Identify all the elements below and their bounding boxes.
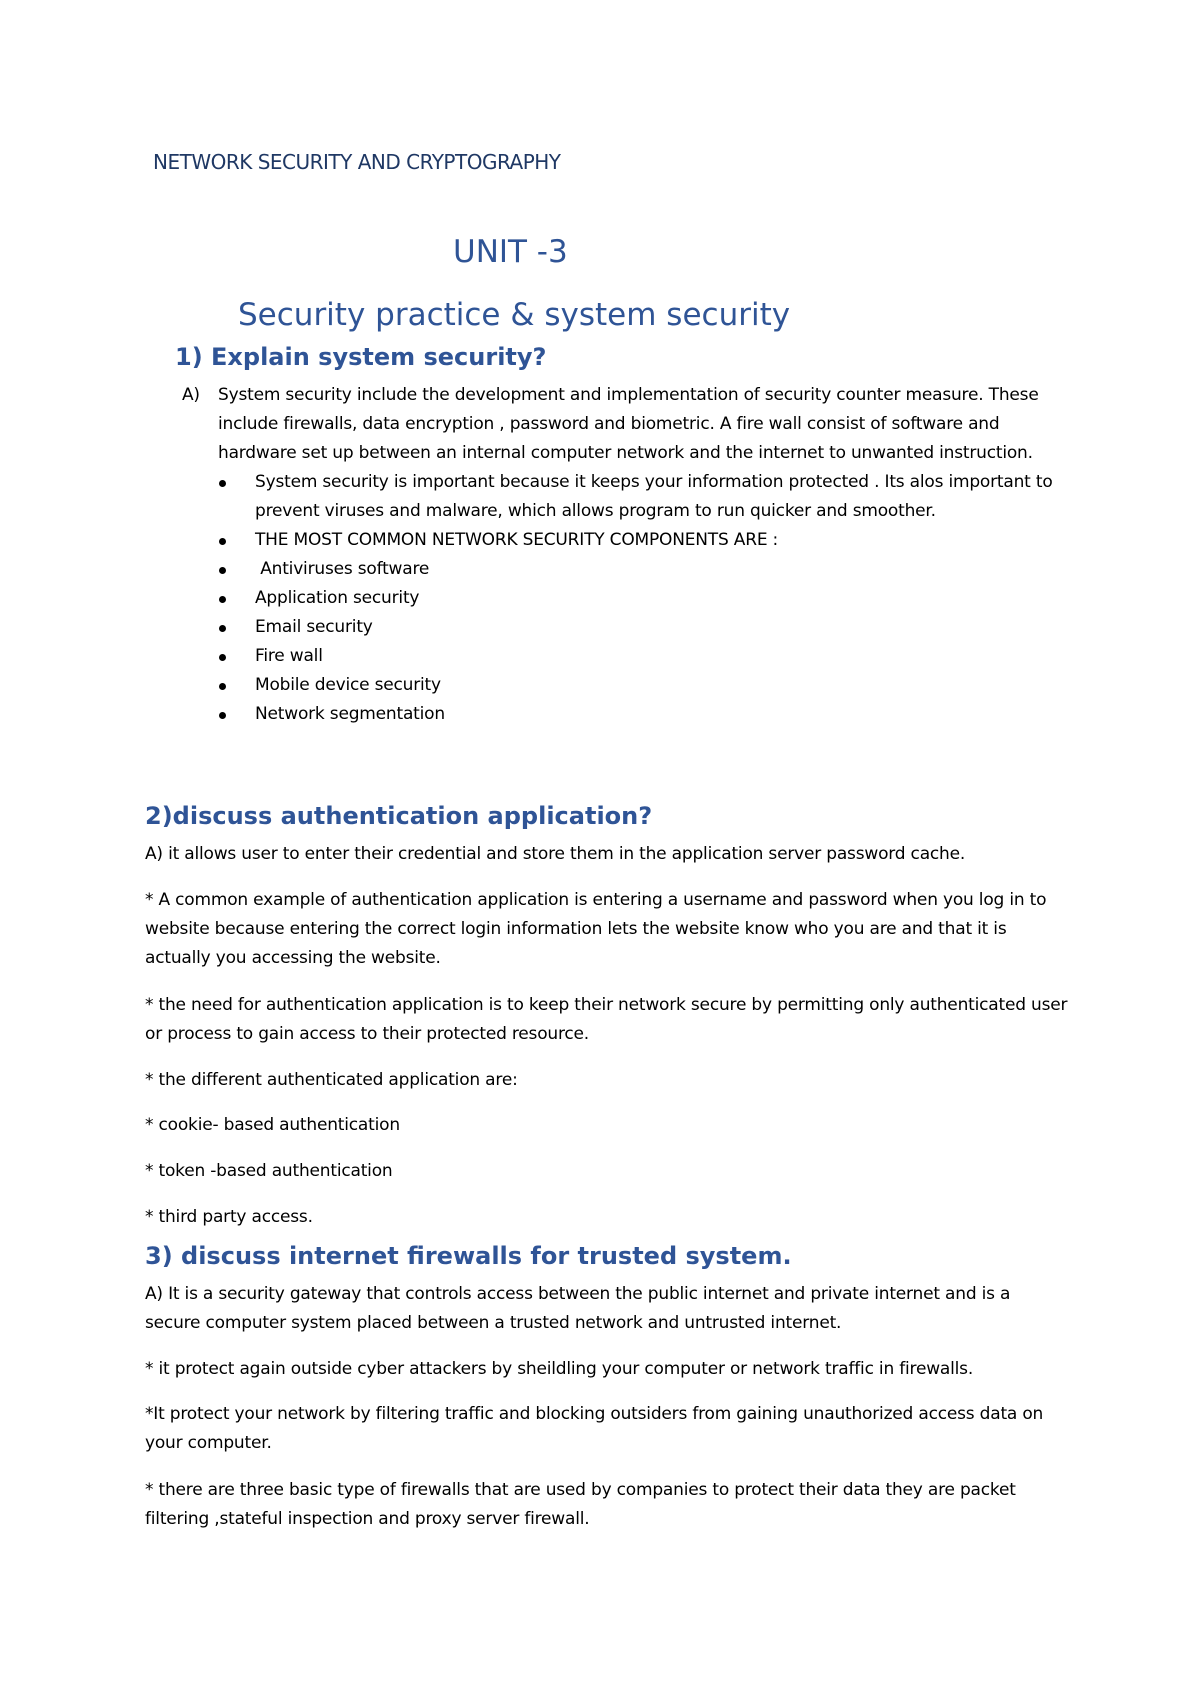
list-item: Network segmentation [218,700,1082,729]
question-1-heading: 1) Explain system security? [175,343,547,371]
answer-label: A) [182,385,200,405]
list-item: Mobile device security [218,671,1082,700]
question-1-answer [182,381,1082,729]
paragraph: *It protect your network by filtering traffic and blocking outsiders from gaining unauthorized access data on your computer. [145,1404,1044,1453]
bullet-list [218,468,1082,729]
question-3-heading: 3) discuss internet firewalls for trusted system. [145,1242,792,1270]
list-item: Fire wall [218,642,1082,671]
paragraph: A) It is a security gateway that controls access between the public internet and private internet and is a secure computer system placed between a trusted network and untrusted internet. [145,1284,1011,1333]
document-title: NETWORK SECURITY AND CRYPTOGRAPHY [153,150,561,174]
list-item: Application security [218,584,1082,613]
list-item: Antiviruses software [218,555,1082,584]
paragraph: * it protect again outside cyber attackers by sheildling your computer or network traffic in firewalls. [145,1359,974,1379]
unit-heading: UNIT -3 [453,234,568,270]
paragraph: * the need for authentication application is to keep their network secure by permitting only authenticated user or process to gain access to their protected resource. [145,995,1068,1044]
paragraph: A) it allows user to enter their credential and store them in the application server password cache. [145,844,966,864]
paragraph: * token -based authentication [145,1161,393,1181]
list-item: THE MOST COMMON NETWORK SECURITY COMPONENTS ARE : [218,526,1082,555]
paragraph: * third party access. [145,1207,313,1227]
question-2-heading: 2)discuss authentication application? [145,802,653,830]
list-item: Email security [218,613,1082,642]
paragraph: * A common example of authentication application is entering a username and password when you log in to website because entering the correct login information lets the website know who you are and that it is actually you accessing the website. [145,890,1047,968]
paragraph: * there are three basic type of firewalls that are used by companies to protect their data they are packet filtering ,stateful inspection and proxy server firewall. [145,1480,1016,1529]
paragraph: * the different authenticated application are: [145,1070,518,1090]
answer-text: System security include the development and implementation of security counter measure. These include firewalls, data encryption , password and biometric. A fire wall consist of software and hardware set up between an internal computer network and the internet to unwanted instruction. [218,385,1039,463]
list-item: System security is important because it keeps your information protected . Its alos important to prevent viruses and malware, which allows program to run quicker and smoother. [218,468,1082,526]
paragraph: * cookie- based authentication [145,1115,400,1135]
section-subtitle: Security practice & system security [238,297,791,333]
